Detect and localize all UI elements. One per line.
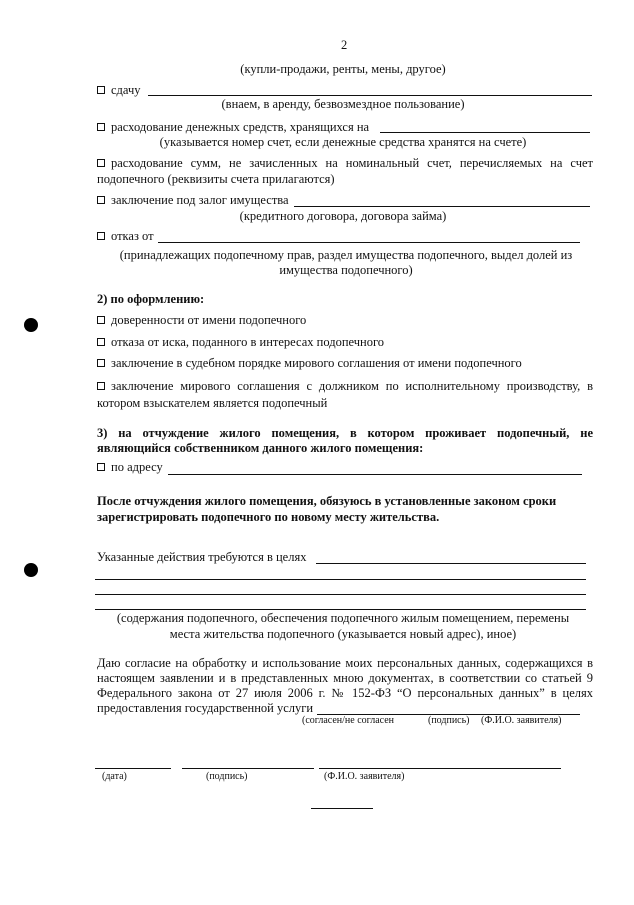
purpose-field-4[interactable]: [95, 609, 586, 610]
lease-field[interactable]: [148, 95, 592, 96]
pledge-label: заключение под залог имущества: [111, 193, 289, 207]
consent-line3: Федерального закона от 27 июля 2006 г. № 152-ФЗ “О персональных данных” в целях: [97, 686, 593, 700]
caption-applicant-name: (Ф.И.О. заявителя): [324, 771, 405, 782]
note-lease: (внаем, в аренду, безвозмездное пользование): [221, 97, 465, 111]
spending-field[interactable]: [380, 132, 590, 133]
section2-item: доверенности от имени подопечного: [111, 313, 307, 327]
note-pledge: (кредитного договора, договора займа): [239, 209, 447, 223]
checkbox-address[interactable]: [97, 460, 163, 475]
section2-item4-line2: котором взыскателем является подопечный: [97, 396, 328, 410]
section2-heading: 2) по оформлению:: [97, 292, 205, 306]
checkbox-refusal[interactable]: [97, 229, 154, 244]
punch-hole-top: [24, 318, 38, 332]
checkbox-icon[interactable]: [97, 123, 105, 131]
signature-field[interactable]: [182, 768, 314, 769]
refusal-label: отказ от: [111, 229, 154, 243]
applicant-name-field[interactable]: [319, 768, 561, 769]
checkbox-icon[interactable]: [97, 196, 105, 204]
note-sale: (купли-продажи, ренты, мены, другое): [240, 62, 446, 76]
checkbox-lease[interactable]: [97, 83, 141, 98]
date-field[interactable]: [95, 768, 171, 769]
checkbox-power-of-attorney[interactable]: [97, 313, 306, 328]
spending-label: расходование денежных средств, хранящихся на: [111, 120, 370, 134]
consent-caption-name: (Ф.И.О. заявителя): [481, 715, 562, 726]
checkbox-icon[interactable]: [97, 463, 105, 471]
checkbox-sums[interactable]: [97, 156, 593, 171]
checkbox-icon[interactable]: [97, 338, 105, 346]
note-spending: (указывается номер счет, если денежные средства хранятся на счете): [159, 135, 527, 149]
section3-heading-line1: 3) на отчуждение жилого помещения, в котором проживает подопечный, не: [97, 426, 593, 440]
punch-hole-bottom: [24, 563, 38, 577]
checkbox-icon[interactable]: [97, 159, 105, 167]
sums-line1: расходование сумм, не зачисленных на номинальный счет, перечисляемых на счет: [111, 156, 593, 170]
purpose-label: Указанные действия требуются в целях: [97, 550, 307, 564]
consent-line1: Даю согласие на обработку и использование моих персональных данных, содержащихся в: [97, 656, 593, 670]
section2-item4-line1: заключение мирового соглашения с должником по исполнительному производству, в: [111, 379, 593, 393]
checkbox-debtor-settlement[interactable]: [97, 379, 593, 394]
closing-divider: [311, 808, 373, 809]
caption-signature: (подпись): [206, 771, 248, 782]
sums-line2: подопечного (реквизиты счета прилагаются): [97, 172, 335, 186]
checkbox-icon[interactable]: [97, 359, 105, 367]
checkbox-icon[interactable]: [97, 232, 105, 240]
checkbox-icon[interactable]: [97, 382, 105, 390]
purpose-note-1: (содержания подопечного, обеспечения подопечного жилым помещением, перемены: [116, 611, 570, 625]
address-label: по адресу: [111, 460, 163, 474]
section3-heading-line2: являющийся собственником данного жилого помещения:: [97, 441, 424, 455]
purpose-field-2[interactable]: [95, 579, 586, 580]
checkbox-claim-waiver[interactable]: [97, 335, 384, 350]
consent-caption-sign: (подпись): [428, 715, 470, 726]
checkbox-icon[interactable]: [97, 316, 105, 324]
caption-date: (дата): [102, 771, 127, 782]
purpose-note-2: места жительства подопечного (указывается новый адрес), иное): [169, 627, 517, 641]
checkbox-court-settlement[interactable]: [97, 356, 522, 371]
purpose-field-3[interactable]: [95, 594, 586, 595]
commitment-line2: зарегистрировать подопечного по новому месту жительства.: [97, 510, 440, 524]
lease-label: сдачу: [111, 83, 141, 97]
checkbox-spending[interactable]: [97, 120, 369, 135]
consent-caption-agree: (согласен/не согласен: [302, 715, 395, 726]
note-refusal-2: имущества подопечного): [279, 263, 413, 277]
consent-line4: предоставления государственной услуги: [97, 701, 314, 715]
commitment-line1: После отчуждения жилого помещения, обязуюсь в установленные законом сроки: [97, 494, 557, 508]
section2-item: заключение в судебном порядке мирового соглашения от имени подопечного: [111, 356, 522, 370]
refusal-field[interactable]: [158, 242, 580, 243]
consent-line2: настоящем заявлении и в представленных мною документах, в соответствии со статьей 9: [97, 671, 593, 685]
page-number: 2: [341, 38, 348, 52]
pledge-field[interactable]: [294, 206, 590, 207]
checkbox-icon[interactable]: [97, 86, 105, 94]
address-field[interactable]: [168, 474, 582, 475]
purpose-field-1[interactable]: [316, 563, 586, 564]
checkbox-pledge[interactable]: [97, 193, 289, 208]
section2-item: отказа от иска, поданного в интересах подопечного: [111, 335, 385, 349]
note-refusal-1: (принадлежащих подопечному прав, раздел имущества подопечного, выдел долей из: [119, 248, 573, 262]
